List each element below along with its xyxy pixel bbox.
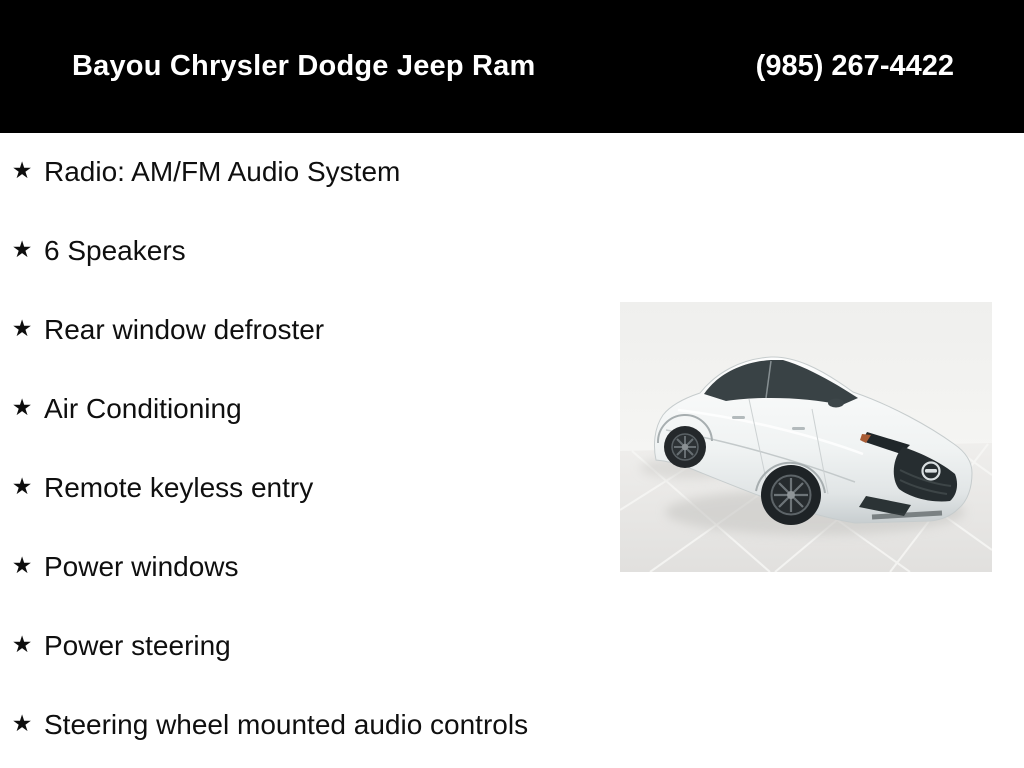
feature-list-item: [10, 448, 528, 527]
star-bullet-icon: ★: [11, 710, 33, 736]
feature-list-item: [10, 132, 528, 211]
feature-label: 6 Speakers: [44, 234, 186, 266]
feature-list-item: [10, 369, 528, 448]
feature-label: Steering wheel mounted audio controls: [44, 708, 529, 740]
star-bullet-icon: ★: [11, 631, 33, 657]
star-bullet-icon: ★: [11, 394, 33, 420]
feature-label: Remote keyless entry: [44, 471, 314, 503]
star-bullet-icon: ★: [11, 315, 33, 341]
feature-label: Radio: AM/FM Audio System: [44, 155, 401, 187]
dealer-phone-number: (985) 267-4422: [755, 50, 954, 82]
star-bullet-icon: ★: [11, 552, 33, 578]
dealer-name: Bayou Chrysler Dodge Jeep Ram: [72, 50, 536, 82]
star-bullet-icon: ★: [11, 236, 33, 262]
feature-list-item: [10, 685, 528, 764]
feature-label: Power steering: [44, 629, 231, 661]
features-list: [10, 132, 528, 764]
feature-label: Air Conditioning: [44, 392, 242, 424]
feature-list-item: [10, 290, 528, 369]
vehicle-photo: [620, 302, 992, 572]
feature-list-item: [10, 527, 528, 606]
star-bullet-icon: ★: [11, 157, 33, 183]
feature-label: Rear window defroster: [44, 313, 325, 345]
feature-list-item: [10, 606, 528, 685]
feature-list-item: [10, 211, 528, 290]
feature-label: Power windows: [44, 550, 239, 582]
vehicle-photo-illustration: [620, 302, 992, 572]
star-bullet-icon: ★: [11, 473, 33, 499]
dealer-header: [0, 0, 1024, 133]
